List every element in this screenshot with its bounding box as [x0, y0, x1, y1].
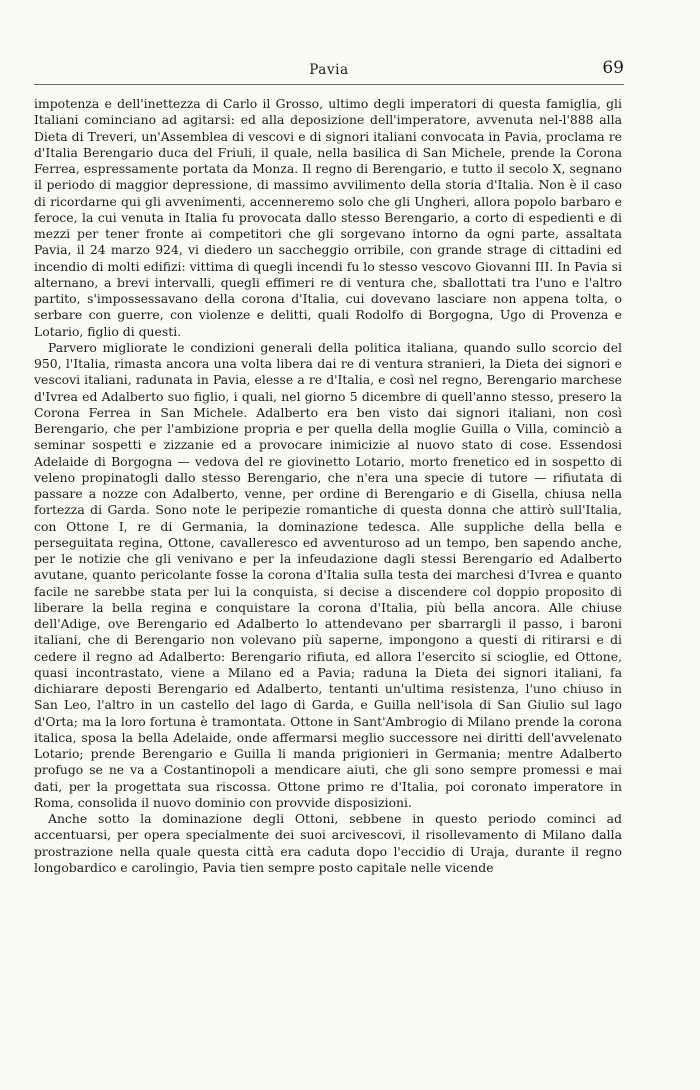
- page-header: [34, 58, 624, 84]
- paragraph: Parvero migliorate le condizioni generali della politica italiana, quando sullo scorcio del 950, l'Italia, rimasta ancora una volta libera dai re di ventura stranieri, la Dieta dei signori e vescovi italiani, radunata in Pavia, elesse a re d'Italia, e così nel regno, Berengario marchese d'Ivrea ed Adalberto suo figlio, i quali, nel giorno 5 dicembre di quell'anno stesso, presero la Corona Ferrea in San Michele. Adalberto era ben visto dai signori italiani, non così Berengario, che per l'ambizione propria e per quella della moglie Guilla o Villa, cominciò a seminar sospetti e zizzanie ed a provocare inimicizie al nuovo stato di cose. Essendosi Adelaide di Borgogna — vedova del re giovinetto Lotario, morto frenetico ed in sospetto di veleno propinatogli dallo stesso Berengario, che n'era una specie di tutore — rifiutata di passare a nozze con Adalberto, venne, per ordine di Berengario e di Gisella, chiusa nella fortezza di Garda. Sono note le peripezie romantiche di questa donna che attirò sull'Italia, con Ottone I, re di Germania, la dominazione tedesca. Alle suppliche della bella e perseguitata regina, Ottone, cavalleresco ed avventuroso ad un tempo, ben sapendo anche, per le notizie che gli venivano e per la infeudazione dagli stessi Berengario ed Adalberto avutane, quanto pericolante fosse la corona d'Italia sulla testa dei marchesi d'Ivrea e quanto facile ne sarebbe stata per lui la conquista, si decise a discendere col doppio proposito di liberare la bella regina e conquistare la corona d'Italia, più bella ancora. Alle chiuse dell'Adige, ove Berengario ed Adalberto lo attendevano per sbarrargli il passo, i baroni italiani, che di Berengario non volevano più saperne, impongono a questi di ritirarsi e di cedere il regno ad Adalberto: Berengario rifiuta, ed allora l'esercito si scioglie, ed Ottone, quasi incontrastato, viene a Milano ed a Pavia; raduna la Dieta dei signori italiani, fa dichiarare deposti Berengario ed Adalberto, tentanti un'ultima resistenza, l'uno chiuso in San Leo, l'altro in un castello del lago di Garda, e Guilla nell'isola di San Giulio sul lago d'Orta; ma la loro fortuna è tramontata. Ottone in Sant'Ambrogio di Milano prende la corona italica, sposa la bella Adelaide, onde affermarsi meglio successore nei diritti dell'avvelenato Lotario; prende Berengario e Guilla li manda prigionieri in Germania; mentre Adalberto profugo se ne va a Costantinopoli a mendicare aiuti, che gli sono sempre promessi e mai dati, per la progettata sua riscossa. Ottone primo re d'Italia, poi coronato imperatore in Roma, consolida il nuovo dominio con provvide disposizioni.: [34, 339, 622, 810]
- paragraph: impotenza e dell'inettezza di Carlo il Grosso, ultimo degli imperatori di questa famiglia, gli Italiani cominciano ad agitarsi: ed alla deposizione dell'imperatore, avvenuta nel-l'888 alla Dieta di Treveri, un'Assemblea di vescovi e di signori italiani convocata in Pavia, proclama re d'Italia Berengario duca del Friuli, il quale, nella basilica di San Michele, prende la Corona Ferrea, espressamente portata da Monza. Il regno di Berengario, e tutto il secolo X, segnano il periodo di maggior depressione, di massimo avvilimento della storia d'Italia. Non è il caso di ricordarne qui gli avvenimenti, accenneremo solo che gli Ungheri, allora popolo barbaro e feroce, la cui venuta in Italia fu provocata dallo stesso Berengario, a corto di espedienti e di mezzi per tener fronte ai competitori che gli sorgevano intorno da ogni parte, assaltata Pavia, il 24 marzo 924, vi diedero un saccheggio orribile, con grande strage di cittadini ed incendio di molti edifizi: vittima di quegli incendi fu lo stesso vescovo Giovanni III. In Pavia si alternano, a brevi intervalli, quegli effimeri re di ventura che, sballottati tra l'uno e l'altro partito, s'impossessavano della corona d'Italia, cui dovevano lasciare non appena tolta, o serbare con guerre, con violenze e delitti, quali Rodolfo di Borgogna, Ugo di Provenza e Lotario, figlio di questi.: [34, 96, 622, 339]
- paragraph: Anche sotto la dominazione degli Ottoni, sebbene in questo periodo cominci ad accentuarsi, per opera specialmente dei suoi arcivescovi, il risollevamento di Milano dalla prostrazione nella quale questa città era caduta dopo l'eccidio di Uraja, durante il regno longobardico e carolingio, Pavia tien sempre posto capitale nelle vicende: [34, 811, 622, 875]
- header-rule: [34, 84, 624, 85]
- body-text: [34, 96, 622, 876]
- page-number: 69: [602, 58, 624, 78]
- running-title: Pavia: [309, 62, 349, 78]
